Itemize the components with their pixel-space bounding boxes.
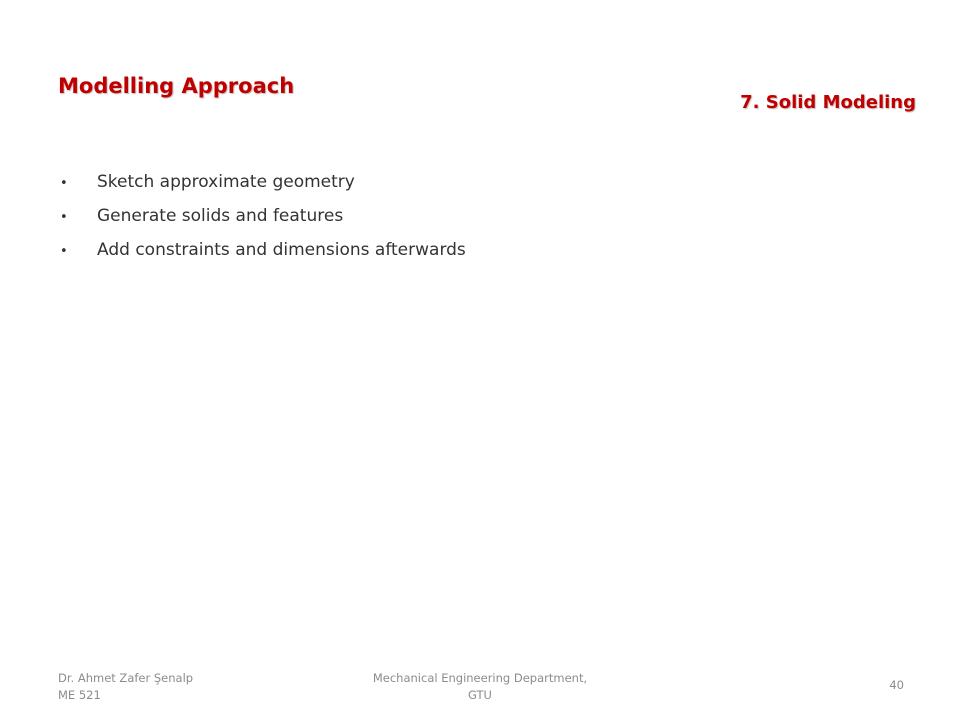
bullet-item [58, 172, 466, 206]
slide-title: Modelling Approach [58, 74, 295, 98]
footer-department-line1: Mechanical Engineering Department, [372, 671, 588, 685]
bullet-icon: • [60, 210, 68, 225]
bullet-list [58, 172, 466, 274]
section-label: 7. Solid Modeling [740, 92, 916, 113]
bullet-item [58, 240, 466, 274]
footer-department-block [330, 670, 630, 704]
footer-author-block [58, 670, 193, 704]
bullet-icon: • [60, 176, 68, 191]
page-number: 40 [889, 678, 904, 692]
footer-course: ME 521 [58, 688, 101, 702]
bullet-text: Add constraints and dimensions afterwards [97, 240, 466, 260]
bullet-text: Generate solids and features [97, 206, 344, 226]
footer-author: Dr. Ahmet Zafer Şenalp [58, 671, 194, 685]
bullet-icon: • [60, 244, 68, 259]
bullet-text: Sketch approximate geometry [97, 172, 355, 192]
footer-department-line2: GTU [468, 688, 492, 702]
bullet-item [58, 206, 466, 240]
